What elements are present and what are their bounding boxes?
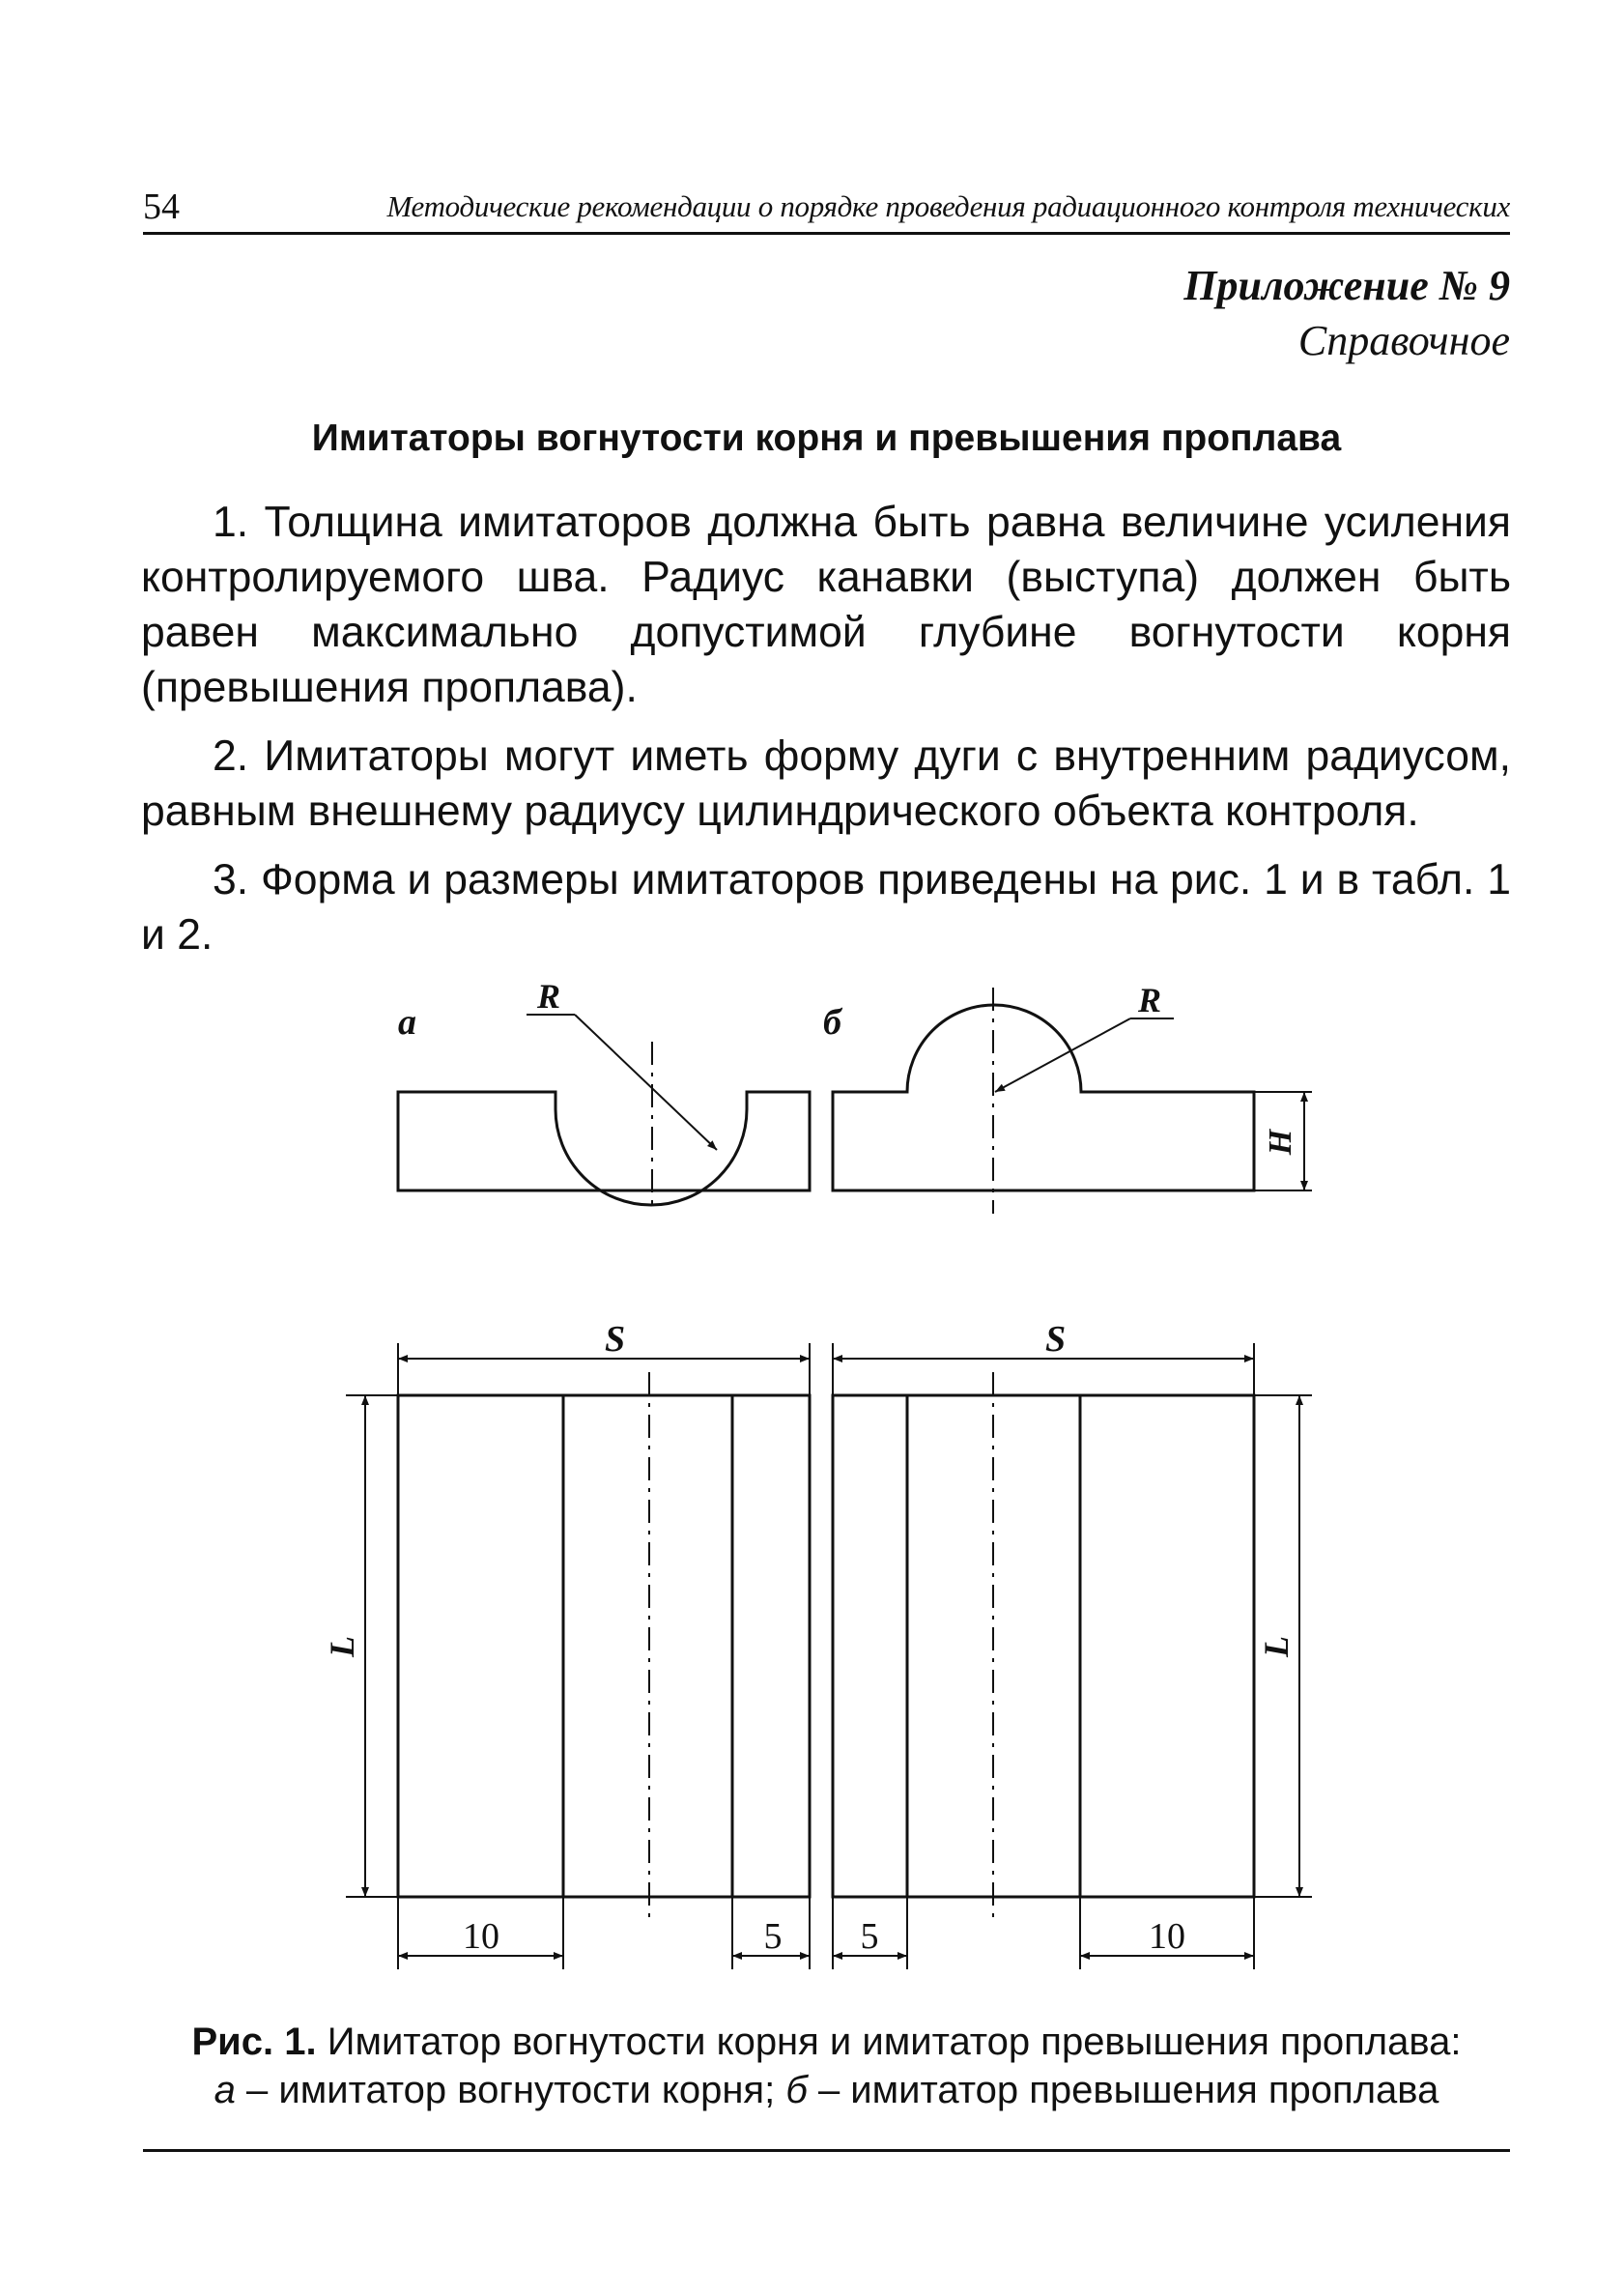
label-a: а [398, 1002, 416, 1043]
section-a-outline [398, 1092, 810, 1205]
caption-a-letter: а [214, 2069, 236, 2111]
paragraph-3: 3. Форма и размеры имитаторов приведены на рис. 1 и в табл. 1 и 2. [141, 856, 1511, 959]
paragraph-1: 1. Толщина имитаторов должна быть равна величине усиления контролируемого шва. Радиус канавки (выступа) должен быть равен максимально допустимой глубине вогнутости корня (превышения проплава). [141, 499, 1511, 711]
figure-caption [143, 2018, 1510, 2114]
running-title: Методические рекомендации о порядке проведения радиационного контроля технических [386, 189, 1510, 223]
footer-rule [143, 2149, 1510, 2152]
caption-label: Рис. 1. [191, 2021, 317, 2063]
section-title: Имитаторы вогнутости корня и превышения проплава [311, 417, 1342, 459]
label-b: б [823, 1002, 841, 1043]
paragraph-2: 2. Имитаторы могут иметь форму дуги с внутренним радиусом, равным внешнему радиусу цилиндрического объекта контроля. [141, 732, 1511, 835]
radius-b-label: R [1138, 981, 1162, 1019]
radius-b-arrow [995, 1018, 1130, 1092]
caption-a-text: – имитатор вогнутости корня; [235, 2069, 786, 2111]
page-number: 54 [143, 186, 180, 227]
radius-a-label: R [537, 977, 561, 1016]
plan-a-outline [398, 1395, 810, 1897]
plan-b-outline [833, 1395, 1254, 1897]
caption-title: Имитатор вогнутости корня и имитатор превышения проплава: [327, 2021, 1462, 2063]
caption-b-text: – имитатор превышения проплава [807, 2069, 1439, 2111]
dim-b-right-label: 10 [1149, 1916, 1185, 1957]
width-a-label: S [605, 1319, 626, 1360]
caption-line-1 [143, 2018, 1510, 2066]
section-b-outline [833, 1005, 1254, 1190]
caption-b-letter: б [785, 2069, 808, 2111]
appendix-title: Приложение № 9 [1183, 262, 1510, 309]
dim-a-left-label: 10 [463, 1916, 499, 1957]
radius-a-arrow [575, 1015, 717, 1150]
height-label: H [1263, 1129, 1298, 1156]
dim-b-left-label: 5 [860, 1916, 879, 1957]
width-b-label: S [1045, 1319, 1067, 1360]
caption-line-2 [143, 2066, 1510, 2114]
length-a-label: L [323, 1636, 361, 1657]
length-b-label: L [1257, 1636, 1296, 1657]
dim-a-right-label: 5 [763, 1916, 783, 1957]
appendix-subtitle: Справочное [1297, 317, 1510, 364]
